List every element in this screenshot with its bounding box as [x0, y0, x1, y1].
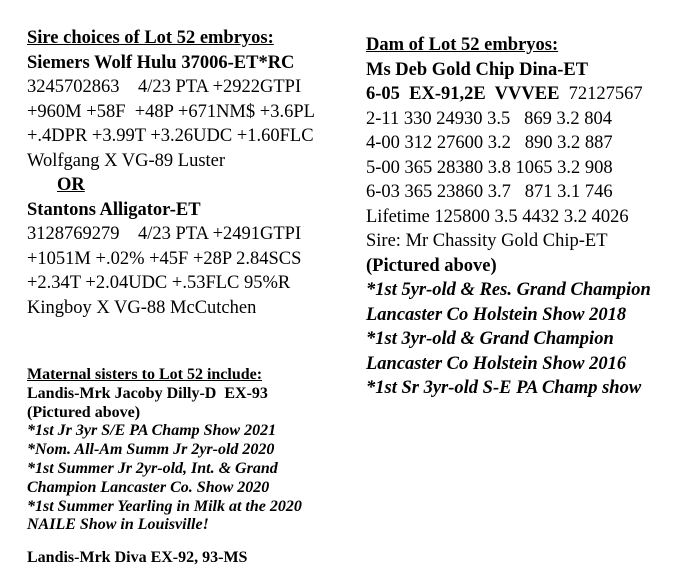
dam-achievement: Lancaster Co Holstein Show 2018 — [366, 304, 627, 325]
sister1-achievement: Champion Lancaster Co. Show 2020 — [27, 478, 270, 496]
sire-choices-heading: Sire choices of Lot 52 embryos: — [27, 28, 274, 48]
dam-achievement: *1st 3yr-old & Grand Champion — [366, 329, 614, 349]
dam-sire: Sire: Mr Chassity Gold Chip-ET — [366, 231, 608, 251]
right-column — [366, 0, 700, 401]
dam-reg-number: 72127567 — [568, 84, 643, 104]
sister1-achievement: *1st Summer Jr 2yr-old, Int. & Grand — [27, 459, 278, 477]
sire2-line1: 3128769279 4/23 PTA +2491GTPI — [27, 224, 302, 244]
dam-record: 2-11 330 24930 3.5 869 3.2 804 — [366, 108, 612, 129]
dam-achievement: *1st 5yr-old & Res. Grand Champion — [366, 280, 651, 300]
dam-class-score: 6-05 EX-91,2E VVVEE — [366, 84, 560, 104]
dam-lifetime: Lifetime 125800 3.5 4432 3.2 4026 — [366, 206, 629, 227]
sire2-pedigree: Kingboy X VG-88 McCutchen — [27, 297, 257, 318]
or-label: OR — [57, 175, 85, 195]
sister2-name: Landis-Mrk Diva EX-92, 93-MS — [27, 549, 248, 567]
dam-achievement: Lancaster Co Holstein Show 2016 — [366, 353, 627, 374]
sire1-line1: 3245702863 4/23 PTA +2922GTPI — [27, 77, 302, 97]
dam-record: 4-00 312 27600 3.2 890 3.2 887 — [366, 133, 613, 153]
dam-achievement: *1st Sr 3yr-old S-E PA Champ show — [366, 378, 642, 398]
sister1-achievement: *Nom. All-Am Summ Jr 2yr-old 2020 — [27, 441, 275, 459]
sire2-line3: +2.34T +2.04UDC +.53FLC 95%R — [27, 273, 291, 293]
dam-record: 5-00 365 28380 3.8 1065 3.2 908 — [366, 157, 613, 178]
maternal-sisters-heading: Maternal sisters to Lot 52 include: — [27, 366, 263, 383]
dam-record: 6-03 365 23860 3.7 871 3.1 746 — [366, 182, 613, 202]
sire1-name: Siemers Wolf Hulu 37006-ET*RC — [27, 52, 295, 73]
sire1-pedigree: Wolfgang X VG-89 Luster — [27, 150, 226, 171]
dam-name: Ms Deb Gold Chip Dina-ET — [366, 59, 589, 80]
sire1-line2: +960M +58F +48P +671NM$ +3.6PL — [27, 101, 315, 122]
sire2-name: Stantons Alligator-ET — [27, 199, 201, 220]
sister1-name: Landis-Mrk Jacoby Dilly-D EX-93 — [27, 384, 268, 402]
left-column — [27, 0, 357, 568]
dam-pictured: (Pictured above) — [366, 255, 497, 276]
sister1-achievement: *1st Jr 3yr S/E PA Champ Show 2021 — [27, 422, 277, 440]
dam-class-line — [366, 82, 700, 107]
sister1-pictured: (Pictured above) — [27, 403, 141, 421]
sister1-achievement: NAILE Show in Louisville! — [27, 516, 209, 534]
sister1-achievement: *1st Summer Yearling in Milk at the 2020 — [27, 497, 302, 515]
sire2-line2: +1051M +.02% +45F +28P 2.84SCS — [27, 248, 302, 269]
sire1-line3: +.4DPR +3.99T +3.26UDC +1.60FLC — [27, 126, 314, 146]
dam-heading: Dam of Lot 52 embryos: — [366, 35, 559, 55]
